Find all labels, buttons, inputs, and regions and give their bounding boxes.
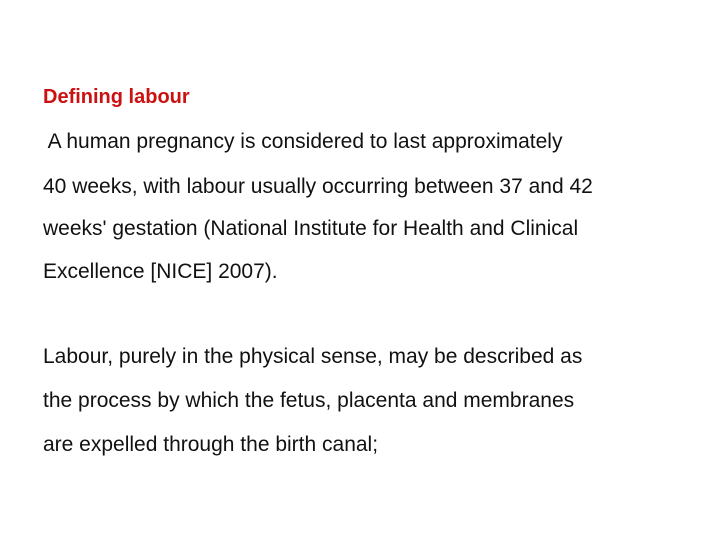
slide-heading: Defining labour xyxy=(43,86,190,108)
paragraph-1-line-3: weeks' gestation (National Institute for Health and Clinical xyxy=(43,217,579,240)
paragraph-2-line-1: Labour, purely in the physical sense, may be described as xyxy=(43,345,583,368)
paragraph-2-line-2: the process by which the fetus, placenta and membranes xyxy=(43,389,575,412)
paragraph-1-line-4: Excellence [NICE] 2007). xyxy=(43,260,278,283)
paragraph-1-line-2: 40 weeks, with labour usually occurring between 37 and 42 xyxy=(43,175,593,198)
paragraph-2-line-3: are expelled through the birth canal; xyxy=(43,433,379,456)
paragraph-1-line-1: A human pregnancy is considered to last approximately xyxy=(43,130,563,153)
